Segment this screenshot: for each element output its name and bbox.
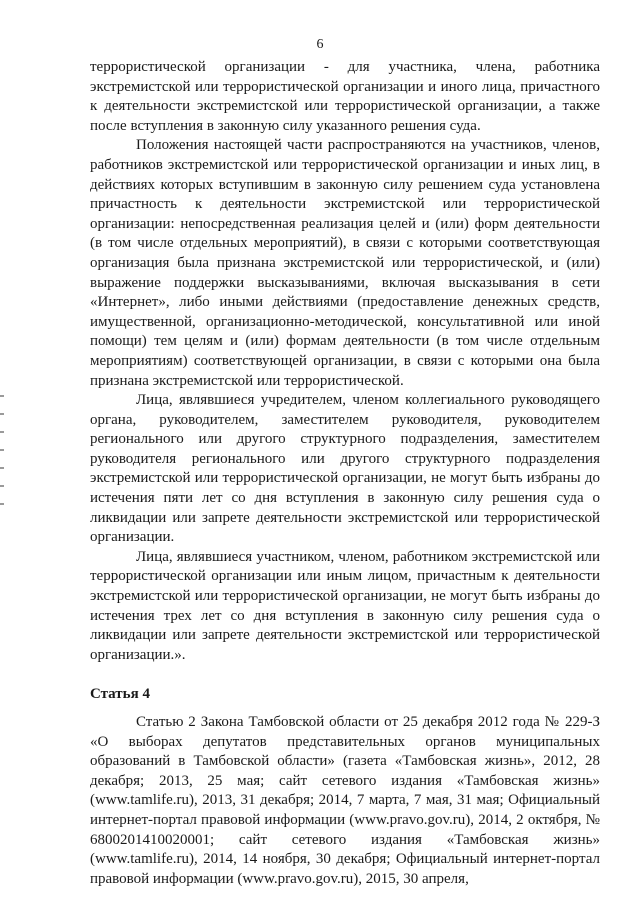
scan-mark <box>0 485 4 487</box>
page-number: 6 <box>316 37 324 52</box>
paragraph-founders-restriction: Лица, являвшиеся учредителем, членом коллегиального руководящего органа, руководителем, заместителем руководителя, руководителем регионального или другого структурного подразделения, заместителем руководителя регионального или другого структурного подразделения экстремистской или террористической организации, не могут быть избраны до истечения пяти лет со дня вступления в законную силу решения суда о ликвидации или запрете деятельности экстремистской или террористической организации. <box>90 392 600 546</box>
paragraph-applicability: Положения настоящей части распространяются на участников, членов, работников экстремистской или террористической организации и иных лиц, в действиях которых вступившим в законную силу решением суда установлена причастность к деятельности экстремистской или террористической организации: непосредственная реализация целей и (или) форм деятельности (в том числе отдельных мероприятий), в связи с которыми соответствующая организация была признана экстремистской или террористической, и (или) выражение поддержки высказываниями, включая высказывания в сети «Интернет», либо иными действиями (предоставление денежных средств, имущественной, организационно-методической, консультативной или иной помощи) тем целям и (или) формам деятельности (в том числе отдельным мероприятиям) соответствующей организации, в связи с которыми она была признана экстремистской или террористической. <box>90 137 600 389</box>
scan-mark <box>0 503 4 505</box>
scan-mark <box>0 449 4 451</box>
scan-mark <box>0 413 4 415</box>
paragraph-participants-restriction: Лица, являвшиеся участником, членом, работником экстремистской или террористической организации или иным лицом, причастным к деятельности экстремистской или террористической организации, не могут быть избраны до истечения трех лет со дня вступления в законную силу решения суда о ликвидации или запрете деятельности экстремистской или террористической организации.». <box>90 548 600 663</box>
article-text: Статью 2 Закона Тамбовской области от 25 декабря 2012 года № 229-З «О выборах депутатов представительных органов муниципальных образований в Тамбовской области» (газета «Тамбовская жизнь», 2012, 28 декабря; 2013, 25 мая; сайт сетевого издания «Тамбовская жизнь» (www.tamlife.ru), 2013, 31 декабря; 2014, 7 марта, 7 мая, 31 мая; Официальный интернет-портал правовой информации (www.pravo.gov.ru), 2014, 2 октября, № 6800201410020001; сайт сетевого издания «Тамбовская жизнь» (www.tamlife.ru), 2014, 14 ноября, 30 декабря; Официальный интернет-портал правовой информации (www.pravo.gov.ru), 2015, 30 апреля, <box>90 714 600 887</box>
scan-mark <box>0 431 4 433</box>
article-heading: Статья 4 <box>90 686 150 703</box>
paragraph-continuation: террористической организации - для участника, члена, работника экстремистской или террористической организации и иного лица, причастного к деятельности экстремистской или террористической организации, а также после вступления в законную силу указанного решения суда. <box>90 59 600 134</box>
scan-margin-marks <box>0 395 6 545</box>
scan-mark <box>0 467 4 469</box>
scan-mark <box>0 395 4 397</box>
document-body <box>90 58 600 889</box>
